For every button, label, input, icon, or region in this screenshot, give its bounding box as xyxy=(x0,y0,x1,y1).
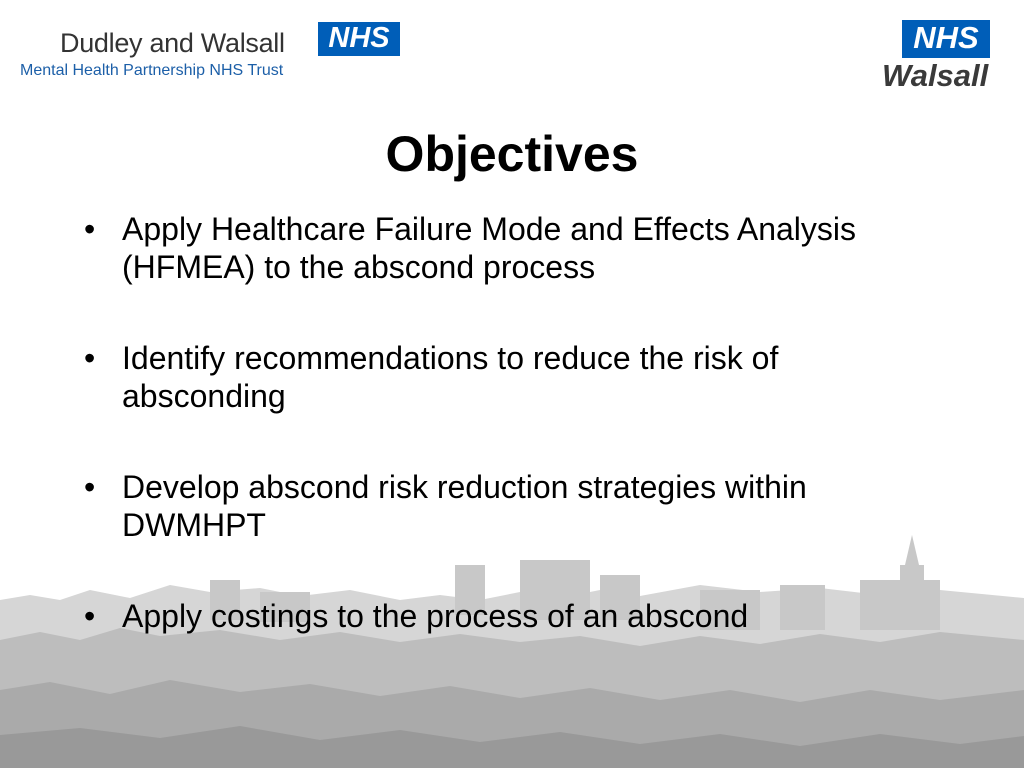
bullet-text: Identify recommendations to reduce the risk of absconding xyxy=(122,340,779,414)
bullet-item xyxy=(84,468,924,544)
bullet-item xyxy=(84,597,924,635)
nhs-badge-left: NHS xyxy=(318,22,400,56)
bullet-icon: • xyxy=(84,469,96,505)
walsall-name: Walsall xyxy=(882,58,989,93)
objectives-list xyxy=(84,210,924,688)
org-name: Dudley and Walsall xyxy=(60,28,285,58)
bullet-icon: • xyxy=(84,211,96,247)
slide-title: Objectives xyxy=(385,126,639,182)
bullet-text: Apply costings to the process of an abscond xyxy=(122,598,749,634)
nhs-badge-right: NHS xyxy=(902,20,990,58)
bullet-item xyxy=(84,339,924,415)
bullet-text: Develop abscond risk reduction strategies within DWMHPT xyxy=(122,469,807,543)
dudley-walsall-logo xyxy=(20,18,410,88)
bullet-icon: • xyxy=(84,598,96,634)
org-subtitle: Mental Health Partnership NHS Trust xyxy=(20,62,284,79)
bullet-icon: • xyxy=(84,340,96,376)
bullet-text: Apply Healthcare Failure Mode and Effects Analysis (HFMEA) to the abscond process xyxy=(122,211,857,285)
bullet-item xyxy=(84,210,924,286)
walsall-nhs-logo xyxy=(880,20,995,95)
